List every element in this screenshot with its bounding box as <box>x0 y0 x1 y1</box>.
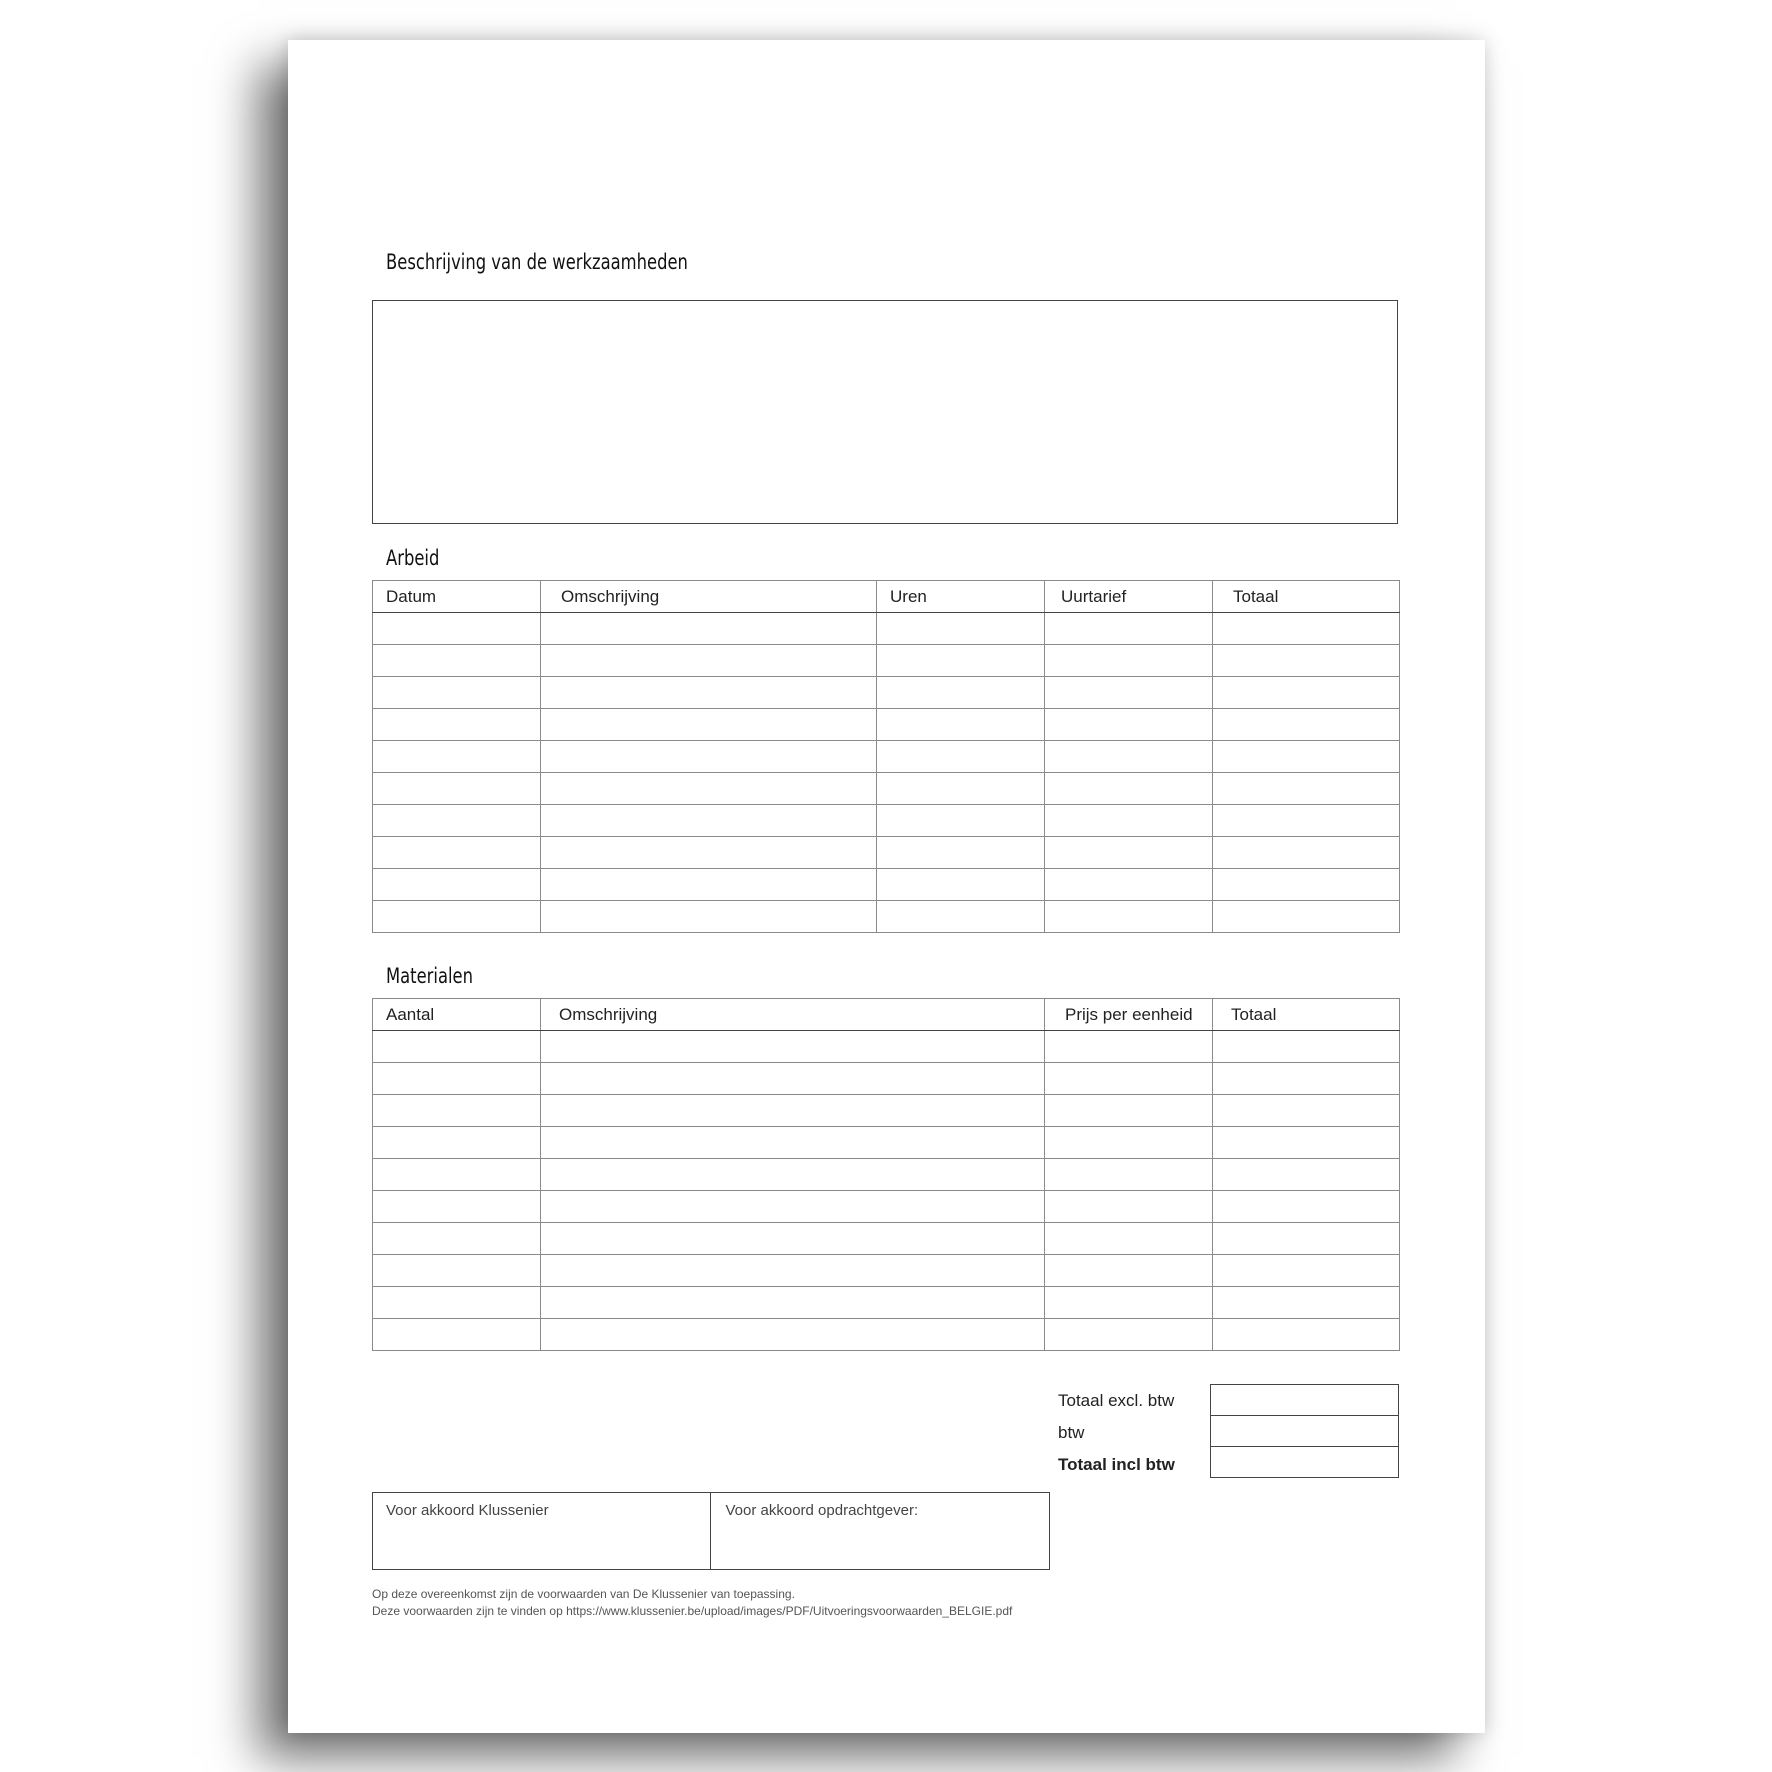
materials-table-cell[interactable] <box>1045 1319 1213 1351</box>
materials-table-cell[interactable] <box>373 1031 541 1063</box>
materials-table-cell[interactable] <box>1045 1095 1213 1127</box>
materials-table-cell[interactable] <box>373 1287 541 1319</box>
vat-field[interactable] <box>1211 1416 1399 1447</box>
document-page <box>288 40 1485 1733</box>
materials-table-cell[interactable] <box>541 1159 1045 1191</box>
labor-section-title: Arbeid <box>386 546 440 570</box>
materials-table-cell[interactable] <box>1045 1255 1213 1287</box>
labor-table-cell[interactable] <box>1045 677 1213 709</box>
contractor-signature-label: Voor akkoord Klussenier <box>386 1502 549 1519</box>
labor-header-hourly-rate: Uurtarief <box>1045 581 1213 613</box>
labor-table-cell[interactable] <box>1213 901 1400 933</box>
materials-table-cell[interactable] <box>373 1127 541 1159</box>
contractor-signature-field[interactable] <box>373 1493 710 1569</box>
materials-table-cell[interactable] <box>1045 1063 1213 1095</box>
labor-table-cell[interactable] <box>877 741 1045 773</box>
labor-table-cell[interactable] <box>877 901 1045 933</box>
materials-table-cell[interactable] <box>541 1319 1045 1351</box>
materials-table-cell[interactable] <box>1213 1191 1400 1223</box>
labor-table-cell[interactable] <box>877 837 1045 869</box>
labor-header-description: Omschrijving <box>541 581 877 613</box>
terms-footer <box>372 1586 1012 1620</box>
labor-table-cell[interactable] <box>1213 805 1400 837</box>
materials-table-cell[interactable] <box>541 1287 1045 1319</box>
labor-table-cell[interactable] <box>541 645 877 677</box>
description-box[interactable] <box>372 300 1398 524</box>
labor-table-cell[interactable] <box>1213 837 1400 869</box>
materials-header-unit-price: Prijs per eenheid <box>1045 999 1213 1031</box>
labor-table-cell[interactable] <box>877 869 1045 901</box>
labor-table-cell[interactable] <box>373 741 541 773</box>
labor-table-cell[interactable] <box>541 805 877 837</box>
labor-table-cell[interactable] <box>877 805 1045 837</box>
labor-table-row <box>373 709 1400 741</box>
labor-table-cell[interactable] <box>1213 613 1400 645</box>
labor-table-cell[interactable] <box>373 645 541 677</box>
materials-table-cell[interactable] <box>1213 1319 1400 1351</box>
materials-table-cell[interactable] <box>541 1031 1045 1063</box>
materials-table-row <box>373 1031 1400 1063</box>
labor-table-cell[interactable] <box>541 613 877 645</box>
labor-table-cell[interactable] <box>373 805 541 837</box>
materials-table-cell[interactable] <box>541 1063 1045 1095</box>
labor-table-cell[interactable] <box>1045 805 1213 837</box>
labor-table-row <box>373 805 1400 837</box>
labor-table-row <box>373 741 1400 773</box>
labor-table-cell[interactable] <box>541 709 877 741</box>
labor-table-cell[interactable] <box>1213 709 1400 741</box>
labor-table-cell[interactable] <box>1213 677 1400 709</box>
materials-table-cell[interactable] <box>541 1223 1045 1255</box>
labor-table-cell[interactable] <box>373 613 541 645</box>
materials-table-cell[interactable] <box>373 1095 541 1127</box>
labor-table-row <box>373 837 1400 869</box>
materials-table-cell[interactable] <box>1213 1127 1400 1159</box>
labor-header-date: Datum <box>373 581 541 613</box>
materials-table-row <box>373 1287 1400 1319</box>
materials-table-cell[interactable] <box>1045 1223 1213 1255</box>
materials-table-row <box>373 1191 1400 1223</box>
materials-table-cell[interactable] <box>373 1223 541 1255</box>
labor-table-cell[interactable] <box>1213 773 1400 805</box>
totals-table <box>1210 1384 1399 1478</box>
labor-table-row <box>373 901 1400 933</box>
labor-table-cell[interactable] <box>1213 869 1400 901</box>
materials-table-cell[interactable] <box>1045 1287 1213 1319</box>
materials-table-cell[interactable] <box>541 1095 1045 1127</box>
materials-table-row <box>373 1319 1400 1351</box>
labor-table-cell[interactable] <box>373 773 541 805</box>
labor-header-hours: Uren <box>877 581 1045 613</box>
materials-table <box>372 998 1400 1351</box>
labor-table-cell[interactable] <box>541 901 877 933</box>
materials-table-row <box>373 1127 1400 1159</box>
materials-header-quantity: Aantal <box>373 999 541 1031</box>
terms-line-2: Deze voorwaarden zijn te vinden op https://www.klussenier.be/upload/images/PDF/Uitvoeringsvoorwaarden_BELGIE.pdf <box>372 1604 1013 1618</box>
labor-table-row <box>373 773 1400 805</box>
labor-table-cell[interactable] <box>877 613 1045 645</box>
labor-table-cell[interactable] <box>541 677 877 709</box>
materials-table-cell[interactable] <box>373 1063 541 1095</box>
labor-table-cell[interactable] <box>877 677 1045 709</box>
labor-table-cell[interactable] <box>1045 901 1213 933</box>
materials-header-description: Omschrijving <box>541 999 1045 1031</box>
materials-section-title: Materialen <box>386 964 474 988</box>
labor-table-cell[interactable] <box>1045 741 1213 773</box>
materials-table-cell[interactable] <box>1045 1031 1213 1063</box>
materials-table-cell[interactable] <box>541 1127 1045 1159</box>
labor-table-cell[interactable] <box>1045 773 1213 805</box>
labor-table-row <box>373 613 1400 645</box>
labor-table-row <box>373 869 1400 901</box>
total-excl-vat-label: Totaal excl. btw <box>1058 1391 1175 1410</box>
labor-table-row <box>373 677 1400 709</box>
materials-table-row <box>373 1159 1400 1191</box>
labor-table-cell[interactable] <box>1045 645 1213 677</box>
labor-table-cell[interactable] <box>541 741 877 773</box>
materials-table-cell[interactable] <box>373 1319 541 1351</box>
materials-header-row <box>373 999 1400 1031</box>
labor-header-total: Totaal <box>1213 581 1400 613</box>
total-excl-vat-field[interactable] <box>1211 1385 1399 1416</box>
vat-label: btw <box>1058 1423 1085 1442</box>
materials-table-cell[interactable] <box>1213 1095 1400 1127</box>
labor-table-cell[interactable] <box>373 901 541 933</box>
materials-table-row <box>373 1255 1400 1287</box>
labor-table-cell[interactable] <box>1213 741 1400 773</box>
signature-box <box>372 1492 1050 1570</box>
materials-table-cell[interactable] <box>373 1191 541 1223</box>
labor-table-cell[interactable] <box>1045 613 1213 645</box>
client-signature-field[interactable] <box>710 1493 1050 1569</box>
materials-table-cell[interactable] <box>373 1159 541 1191</box>
description-section-title: Beschrijving van de werkzaamheden <box>386 250 688 274</box>
labor-table-cell[interactable] <box>1045 869 1213 901</box>
labor-table-cell[interactable] <box>877 709 1045 741</box>
labor-table <box>372 580 1400 933</box>
materials-table-cell[interactable] <box>1213 1031 1400 1063</box>
materials-table-cell[interactable] <box>1045 1159 1213 1191</box>
materials-table-cell[interactable] <box>1045 1127 1213 1159</box>
labor-header-row <box>373 581 1400 613</box>
labor-table-cell[interactable] <box>877 645 1045 677</box>
labor-table-cell[interactable] <box>373 837 541 869</box>
materials-table-row <box>373 1223 1400 1255</box>
labor-table-cell[interactable] <box>877 773 1045 805</box>
materials-table-cell[interactable] <box>1213 1287 1400 1319</box>
materials-table-cell[interactable] <box>541 1255 1045 1287</box>
materials-table-row <box>373 1063 1400 1095</box>
labor-table-cell[interactable] <box>373 677 541 709</box>
total-incl-vat-field[interactable] <box>1211 1447 1399 1478</box>
client-signature-label: Voor akkoord opdrachtgever: <box>725 1502 919 1519</box>
labor-table-cell[interactable] <box>1045 709 1213 741</box>
materials-table-cell[interactable] <box>541 1191 1045 1223</box>
materials-table-cell[interactable] <box>1045 1191 1213 1223</box>
labor-table-cell[interactable] <box>373 869 541 901</box>
materials-table-cell[interactable] <box>1213 1223 1400 1255</box>
terms-line-1: Op deze overeenkomst zijn de voorwaarden van De Klussenier van toepassing. <box>372 1587 795 1601</box>
labor-table-cell[interactable] <box>373 709 541 741</box>
materials-table-cell[interactable] <box>1213 1063 1400 1095</box>
labor-table-cell[interactable] <box>541 773 877 805</box>
labor-table-cell[interactable] <box>1045 837 1213 869</box>
materials-table-cell[interactable] <box>1213 1255 1400 1287</box>
materials-table-row <box>373 1095 1400 1127</box>
materials-table-cell[interactable] <box>373 1255 541 1287</box>
materials-table-cell[interactable] <box>1213 1159 1400 1191</box>
total-incl-vat-label: Totaal incl btw <box>1058 1455 1175 1474</box>
labor-table-cell[interactable] <box>1213 645 1400 677</box>
labor-table-row <box>373 645 1400 677</box>
labor-table-cell[interactable] <box>541 837 877 869</box>
materials-header-total: Totaal <box>1213 999 1400 1031</box>
labor-table-cell[interactable] <box>541 869 877 901</box>
